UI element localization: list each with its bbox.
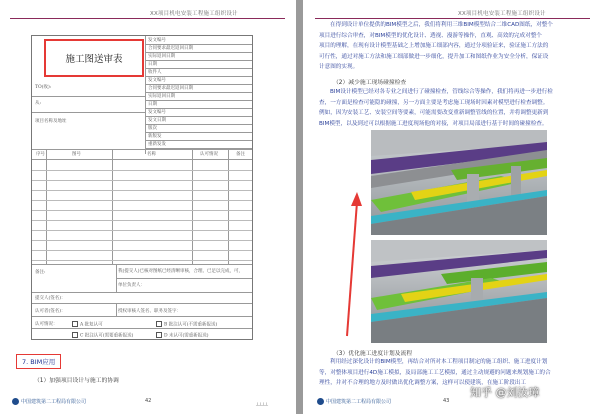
approver-label: 认可者(签名)：	[35, 309, 66, 314]
paragraph-2: BIM设计模型已经对各专业之间进行了碰撞检查，管线综合等操作，我们将再进一步进行检 查，一方面是检查可能隐的碰撞，另一方面主要是考虑施工现场时因素对模型进行检查调整。 例如，因为安装工艺、安装空间等要素，可能需要改变重新调整管线的位置，并将调整更新到 BIM模型，以及到过可以根据施工进度现场他的对接，对项目局部进行基于时间的碰撞检查。	[319, 89, 553, 127]
project-label: 项目名称及地址	[35, 119, 67, 124]
table-row	[32, 170, 252, 171]
left-page	[0, 0, 296, 414]
to-label: TO(收):	[35, 85, 52, 90]
unit-label: 单位负责人：	[118, 283, 145, 288]
bim-render-1	[371, 130, 547, 235]
checkbox-icon	[156, 332, 162, 338]
section-heading: 7. BIM应用	[16, 354, 61, 369]
table-row	[32, 230, 252, 231]
checkbox-icon	[72, 321, 78, 327]
paragraph-3: 利用经过深化设计的BIM模型，再结合对所对本工程项目制定的施工组织、施工进度计划 等，对整体项目进行4D施工模拟，及局部施工工艺模拟，通过主动规避的问题来规划施工的合 理性，并对不合理的地方及时做出优化调整方案，这样可以使建筑，在施工阶段出工	[319, 359, 551, 386]
col-index: 序号	[36, 152, 45, 157]
remark-label: 备注:	[35, 270, 46, 275]
company-logo-icon	[317, 398, 324, 405]
submitter-label: 提交人(签名)：	[35, 296, 66, 301]
bim-render-2	[371, 240, 547, 343]
form-field-label: 合同要求最迟返回日期	[148, 46, 193, 51]
watermark: 知乎 @刘汝璋	[470, 386, 540, 399]
page-number-left: 42	[145, 398, 152, 404]
from-label: 从:	[35, 101, 42, 106]
form-title: 施工图送审表	[44, 39, 144, 77]
page-header-left: XX项目机电安装工程施工组织设计	[150, 11, 238, 17]
header-rule	[315, 18, 590, 19]
form-field-label: 收件人	[148, 70, 162, 75]
paragraph-1: 在得到设计单位提供的BIM模型之后，我们将利用三维BIM模型结合二维CAD图纸，对整个 项目进行综合审查，对BIM模型的优化设计、透视、漫游等操作，直观、高效的完成对整个 项目的理解，在现有设计模型基础之上增加施工细部内容，通过分项验证来，验证施工方法的 可行性，通过对施工方法和施工细部做进一步细化，提升加工和图纸作业为安全分析，保证设 计意图的实现。	[319, 22, 553, 70]
form-field-label: 实际返回日期	[148, 94, 175, 99]
option-b: B 批注认可(不需重新报送)	[156, 321, 217, 328]
company-logo-icon	[12, 398, 19, 405]
col-drawing-no: 图号	[72, 152, 81, 157]
form-field-label: 新版发	[148, 134, 162, 139]
page-number-right: 43	[443, 398, 450, 404]
table-row	[32, 180, 252, 181]
footer-company-left: 中国建筑第二工程局有限公司	[12, 398, 86, 405]
table-row	[32, 210, 252, 211]
options-label: 认可情况：	[35, 322, 58, 327]
table-row	[32, 250, 252, 251]
table-row	[32, 240, 252, 241]
form-field-label: 发文编号	[148, 110, 166, 115]
header-rule	[10, 18, 285, 19]
heading-3: （3）优化施工进度计划及流程	[333, 351, 413, 357]
form-field-label: 发文编号	[148, 78, 166, 83]
form-field-label: 发文编号	[148, 38, 166, 43]
review-form-table	[31, 35, 253, 340]
option-d: D 未认可(需重新报送)	[156, 332, 209, 339]
option-a: A 批复认可	[72, 321, 103, 328]
checkbox-icon	[156, 321, 162, 327]
table-row	[32, 220, 252, 221]
section-subheading: （1）加强项目设计与施工的协调	[34, 378, 119, 384]
review-text: 授权审核人签名、职务及签字：	[118, 309, 181, 314]
page-header-right: XX项目机电安装工程施工组织设计	[458, 11, 546, 17]
footer-company-right: 中国建筑第二工程局有限公司	[317, 398, 391, 405]
table-row	[32, 260, 252, 261]
page-gap-tab: ┴┴┴┴	[256, 403, 269, 409]
form-field-label: 日期	[148, 102, 157, 107]
form-field-label: 合同要求最迟返回日期	[148, 86, 193, 91]
table-row	[32, 190, 252, 191]
col-approval: 认可情况	[200, 152, 218, 157]
form-field-label: 重新发发	[148, 142, 166, 147]
heading-2: （2）减少施工现场碰撞检查	[333, 80, 407, 86]
checkbox-icon	[72, 332, 78, 338]
submitted-text: 我(提交人)已核对图纸已经清晰审核，合理、已足以完成，可，	[118, 269, 244, 274]
table-row	[32, 200, 252, 201]
annotation-arrow-icon	[327, 190, 367, 340]
form-field-label: 发文日期	[148, 118, 166, 123]
form-field-label: 版次	[148, 126, 157, 131]
col-name: 名称	[147, 152, 156, 157]
col-remark: 备注	[236, 152, 245, 157]
form-field-label: 实际返回日期	[148, 54, 175, 59]
form-field-label: 日期	[148, 62, 157, 67]
option-c: C 批注认可(需要重新报送)	[72, 332, 133, 339]
